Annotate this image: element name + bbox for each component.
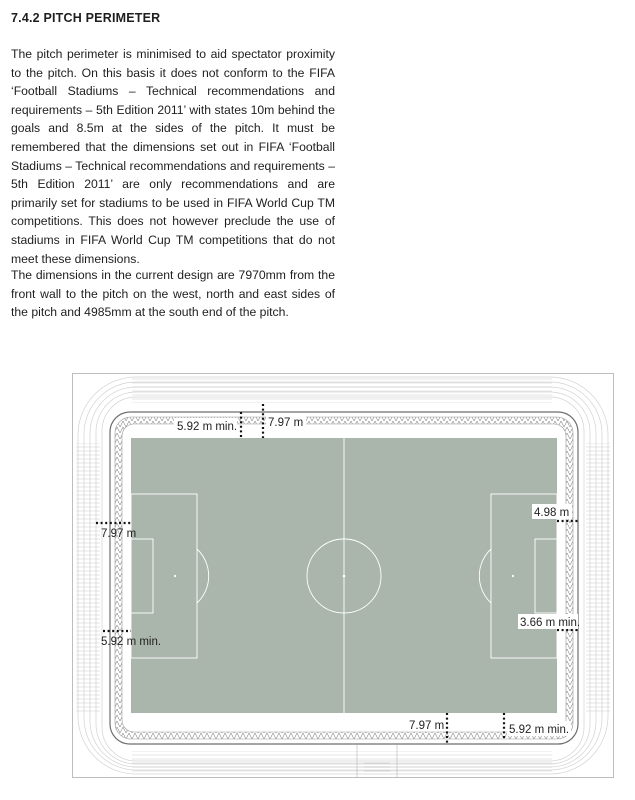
dim-label-west: 7.97 m (101, 528, 137, 540)
section-heading: 7.4.2 PITCH PERIMETER (11, 11, 161, 25)
pitch (131, 438, 557, 713)
dim-label-east-min: 3.66 m min. (520, 617, 581, 629)
pitch-perimeter-plan (72, 373, 614, 778)
body-paragraph-1: The pitch perimeter is minimised to aid spectator proximity to the pitch. On this basis it does not conform to the FIFA ‘Football Stadiums – Technical recommendations and requirements – 5th Edition 2011’ with states 10m behind the goals and 8.5m at the sides of the pitch. It must be remembered that the dimensions set out in FIFA ‘Football Stadiums – Technical recommendations and requirements – 5th Edition 2011’ are only recommendations and are primarily set for stadiums to be used in FIFA World Cup TM competitions. This does not however preclude the use of stadiums in FIFA World Cup TM competitions that do not meet these dimensions. (11, 47, 335, 266)
dim-label-north: 7.97 m (268, 417, 304, 429)
body-paragraph-2: The dimensions in the current design are 7970mm from the front wall to the pitch on the west, north and east sides of the pitch and 4985mm at the south end of the pitch. (11, 268, 335, 320)
dim-label-west-min: 5.92 m min. (101, 636, 162, 648)
dim-label-south-min: 5.92 m min. (509, 724, 570, 736)
dim-label-south: 7.97 m (409, 720, 445, 732)
dim-label-east: 4.98 m (534, 507, 570, 519)
dim-label-north-min: 5.92 m min. (177, 421, 238, 433)
